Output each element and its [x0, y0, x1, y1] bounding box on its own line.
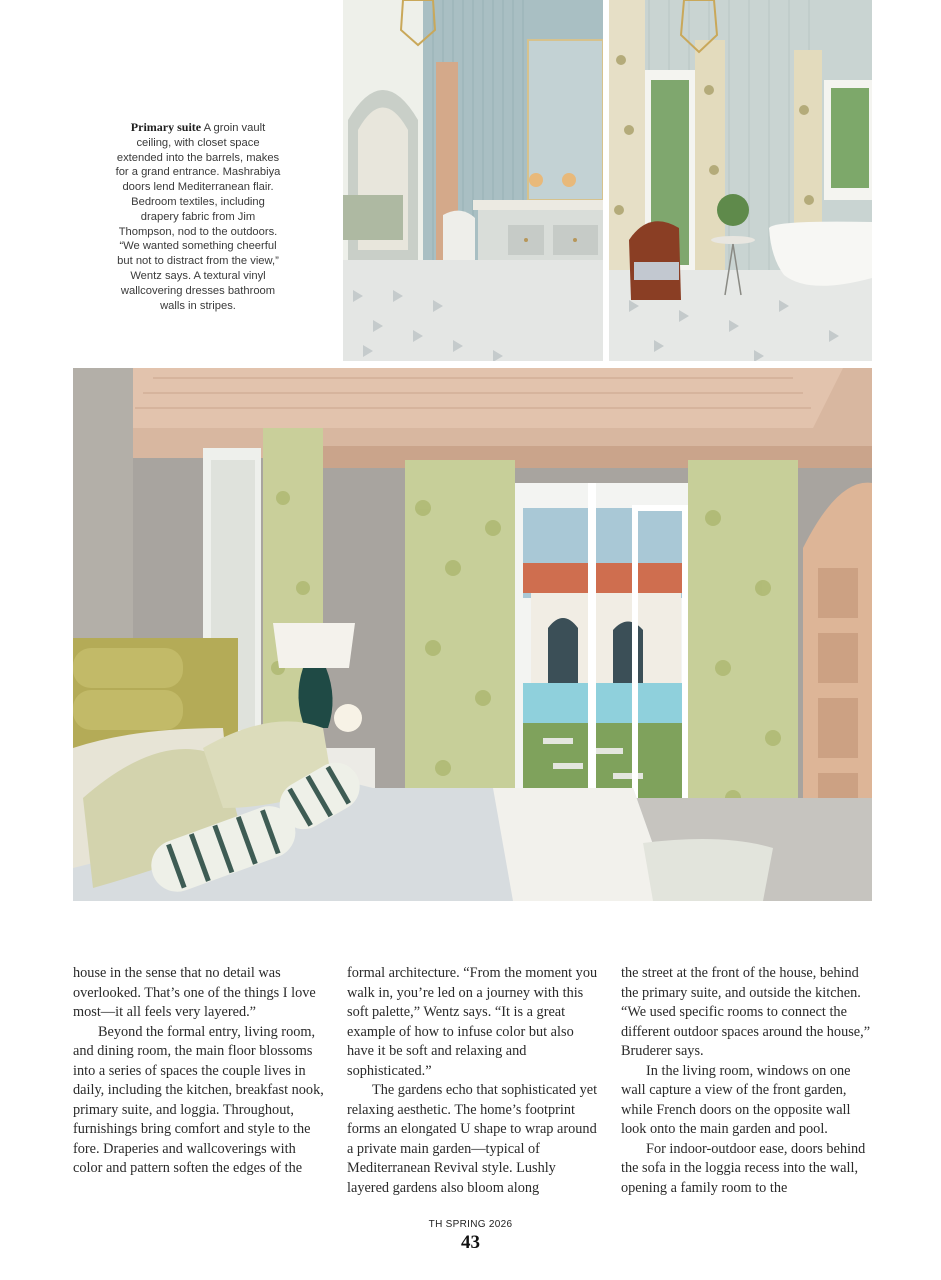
- col3-paragraph-1: the street at the front of the house, behind the primary suite, and outside the kitchen. “We used specific rooms to connect the different outdoor spaces around the house,” Bruderer says.: [621, 965, 871, 1059]
- caption-lead: Primary suite: [130, 120, 202, 134]
- photo-caption: [113, 120, 283, 313]
- caption-text: A groin vault ceiling, with closet space extended into the barrels, makes for a grand entrance. Mashrabiya doors lend Mediterranean flair. Bedroom textiles, including drapery fabric from Jim Thompson, nod to the outdoors. “We wanted something cheerful but not to distract from the view,” Wentz says. A textural vinyl wallcovering dresses bathroom walls in stripes.: [115, 122, 281, 312]
- col3-paragraph-2: In the living room, windows on one wall capture a view of the front garden, while French doors on the opposite wall look onto the main garden and pool.: [621, 1062, 851, 1137]
- col1-paragraph-2: Beyond the formal entry, living room, and dining room, the main floor blossoms into a series of spaces the couple lives in daily, including the kitchen, breakfast nook, primary suite, and loggia. Throughout, furnishings bring comfort and style to the fore. Draperies and wallcoverings with color and pattern soften the edges of the: [73, 1023, 324, 1176]
- page-number: 43: [461, 1232, 480, 1253]
- photo-primary-bathroom: [609, 0, 872, 361]
- article-column-3: [621, 964, 873, 1198]
- article-column-2: [347, 964, 599, 1198]
- col1-paragraph-1: house in the sense that no detail was overlooked. That’s one of the things I love most—it all feels very layered.”: [73, 965, 316, 1020]
- col2-paragraph-2: The gardens echo that sophisticated yet relaxing aesthetic. The home’s footprint forms an elongated U shape to wrap around a private main garden—typical of Mediterranean Revival style. Lushly layered gardens also bloom along: [347, 1082, 598, 1196]
- col3-paragraph-3: For indoor-outdoor ease, doors behind the sofa in the loggia recess into the wall, opening a family room to the: [621, 1140, 866, 1196]
- col2-paragraph-1: formal architecture. “From the moment you walk in, you’re led on a journey with this soft palette,” Wentz says. “It is a great example of how to infuse color but also have it be soft and relaxing and sophisticated.”: [347, 965, 598, 1079]
- article-column-1: [73, 964, 325, 1179]
- photo-primary-bedroom: [73, 368, 872, 901]
- photo-primary-suite-vanity: [343, 0, 603, 361]
- publication-folio: TH SPRING 2026: [428, 1219, 513, 1230]
